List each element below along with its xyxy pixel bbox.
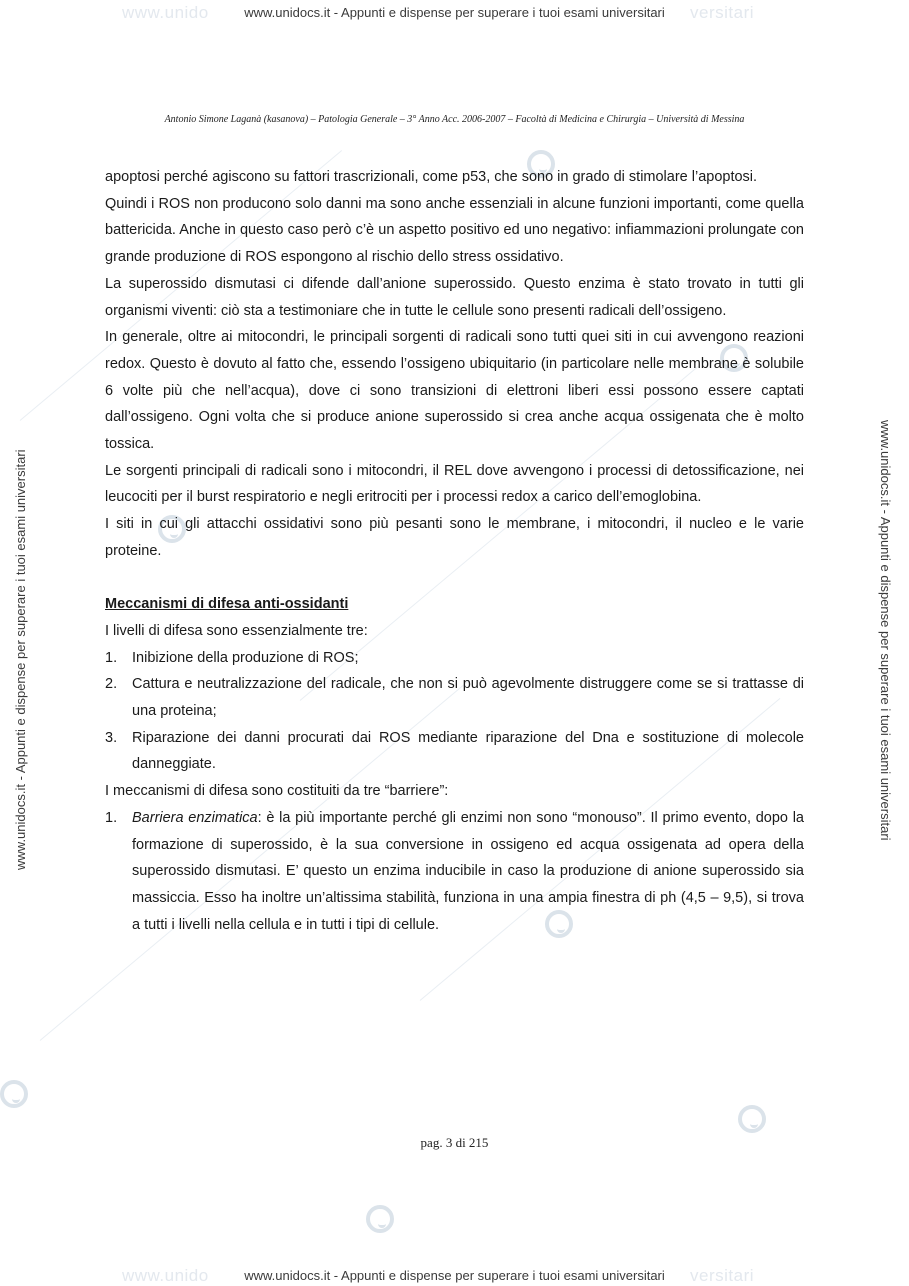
- list-number: 2.: [105, 676, 118, 693]
- paragraph: La superossido dismutasi ci difende dall’anione superossido. Questo enzima è stato trovato in tutti gli organismi viventi: ciò sta a testimoniare che in tutte le cellule sono presenti radicali dell’ossigeno.: [105, 275, 804, 319]
- watermark-ghost-top: www.unido: [122, 3, 209, 22]
- watermark-bottom-banner[interactable]: www.unidocs.it - Appunti e dispense per superare i tuoi esami universitari: [244, 1268, 665, 1283]
- list-item-text: : è la più importante perché gli enzimi non sono “monouso”. Il primo evento, dopo la formazione di superossido, è la sua conversione in ossigeno ed acqua ossigenata ad opera della superossido dismutasi. E’ questo un enzima inducibile in caso la produzione di anione superossido sia massiccia. Esso ha inoltre un’altissima stabilità, funziona in una ampia finestra di ph (4,5 – 9,5), si trova a tutti i livelli nella cellula e in tutti i tipi di cellule.: [132, 809, 804, 933]
- watermark-logo-icon: [738, 1105, 766, 1133]
- page-body: [105, 164, 804, 938]
- watermark-top-banner[interactable]: www.unidocs.it - Appunti e dispense per superare i tuoi esami universitari: [244, 5, 665, 20]
- list-item-text: Cattura e neutralizzazione del radicale, che non si può agevolmente distruggere come se si trattasse di una proteina;: [132, 676, 804, 720]
- list-item-text: Inibizione della produzione di ROS;: [132, 649, 359, 666]
- defense-levels-list: [105, 645, 804, 779]
- paragraph: I siti in cui gli attacchi ossidativi sono più pesanti sono le membrane, i mitocondri, il nucleo e le varie proteine.: [105, 516, 804, 559]
- watermark-ghost-top: versitari: [690, 3, 755, 22]
- list-item: [105, 805, 804, 939]
- watermark-ghost-bottom: www.unido: [122, 1266, 209, 1285]
- watermark-logo-icon: [366, 1205, 394, 1233]
- watermark-ghost-bottom: versitari: [690, 1266, 755, 1285]
- list-item: [105, 671, 804, 724]
- watermark-right-banner[interactable]: www.unidocs.it - Appunti e dispense per superare i tuoi esami universitari: [878, 420, 893, 841]
- paragraph: In generale, oltre ai mitocondri, le principali sorgenti di radicali sono tutti quei siti in cui avvengono reazioni redox. Questo è dovuto al fatto che, essendo l’ossigeno ubiquitario (in particolare nelle membrane è solubile 6 volte più che nell’acqua), dove ci sono transizioni di elettroni liberi essi possono essere captati dall’ossigeno. Ogni volta che si produce anione superossido si crea anche acqua ossigenata che è molto tossica.: [105, 329, 804, 453]
- list-number: 3.: [105, 729, 118, 746]
- list-number: 1.: [105, 649, 118, 666]
- list-item-text: Riparazione dei danni procurati dai ROS mediante riparazione del Dna e sostituzione di molecole danneggiate.: [132, 729, 804, 773]
- watermark-logo-icon: [0, 1080, 28, 1108]
- barriers-intro: I meccanismi di difesa sono costituiti da tre “barriere”:: [105, 783, 449, 800]
- paragraph: Le sorgenti principali di radicali sono i mitocondri, il REL dove avvengono i processi di detossificazione, nei leucociti per il burst respiratorio e negli eritrociti per i processi redox a carico dell’emoglobina.: [105, 462, 804, 506]
- running-header: Antonio Simone Laganà (kasanova) – Patologia Generale – 3° Anno Acc. 2006-2007 – Facoltà di Medicina e Chirurgia – Università di Messina: [164, 114, 745, 125]
- list-item: [105, 725, 804, 778]
- page-number: pag. 3 di 215: [420, 1135, 489, 1150]
- list-number: 1.: [105, 809, 118, 826]
- barriers-list: [105, 805, 804, 939]
- paragraph: apoptosi perché agiscono su fattori trascrizionali, come p53, che sono in grado di stimolare l’apoptosi.: [105, 169, 758, 185]
- paragraph: Quindi i ROS non producono solo danni ma sono anche essenziali in alcune funzioni importanti, come quella battericida. Anche in questo caso però c’è un aspetto positivo ed uno negativo: infiammazioni prolungate con grande produzione di ROS espongono al rischio dello stress ossidativo.: [105, 195, 804, 266]
- watermark-left-banner[interactable]: www.unidocs.it - Appunti e dispense per superare i tuoi esami universitari: [13, 449, 28, 870]
- section-intro: I livelli di difesa sono essenzialmente tre:: [105, 622, 368, 639]
- list-item: [105, 645, 804, 672]
- barrier-term: Barriera enzimatica: [132, 809, 258, 826]
- section-heading: Meccanismi di difesa anti-ossidanti: [105, 596, 349, 613]
